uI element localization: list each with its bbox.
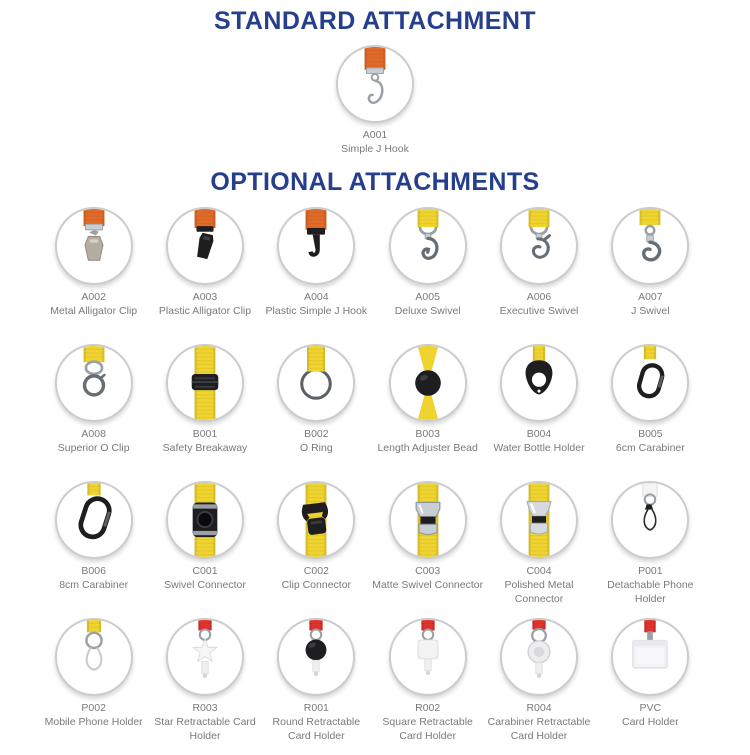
clip-connector-icon: [279, 483, 353, 557]
attachment-item: [336, 45, 414, 157]
attachment-photo: [55, 481, 133, 559]
attachment-item: [595, 481, 706, 618]
attachment-code: R004: [526, 702, 552, 715]
attachment-photo: [611, 481, 689, 559]
attachment-photo: [55, 344, 133, 422]
detachable-phone-holder-icon: [613, 483, 687, 557]
optional-section-title: OPTIONAL ATTACHMENTS: [210, 168, 540, 197]
attachment-item: [261, 344, 372, 481]
attachment-photo: [277, 207, 355, 285]
standard-attachment-area: [0, 45, 750, 157]
attachment-name: Metal Alligator Clip: [50, 305, 138, 318]
pvc-card-holder-icon: [613, 620, 687, 694]
attachment-code: A005: [415, 291, 440, 304]
water-bottle-holder-icon: [502, 346, 576, 420]
attachment-name: 8cm Carabiner: [59, 579, 129, 592]
optional-attachments-grid: [38, 207, 706, 755]
attachment-photo: [277, 618, 355, 696]
swivel-connector-icon: [168, 483, 242, 557]
attachment-photo: [500, 344, 578, 422]
plastic-j-hook-icon: [279, 209, 353, 283]
attachment-item: [483, 207, 594, 344]
attachment-photo: [389, 344, 467, 422]
attachment-photo: [277, 344, 355, 422]
attachment-code: A008: [81, 428, 106, 441]
carabiner-retractor-icon: [502, 620, 576, 694]
attachment-item: [261, 481, 372, 618]
attachment-item: [38, 344, 149, 481]
attachment-photo: [389, 207, 467, 285]
deluxe-swivel-icon: [391, 209, 465, 283]
attachment-code: R003: [192, 702, 218, 715]
attachment-code: C001: [192, 565, 218, 578]
superior-o-clip-icon: [57, 346, 131, 420]
attachment-code: A006: [526, 291, 552, 304]
j-swivel-icon: [613, 209, 687, 283]
attachment-name: Round Retractable Card Holder: [272, 716, 361, 742]
polished-metal-connector-icon: [502, 483, 576, 557]
attachment-name: Plastic Alligator Clip: [158, 305, 252, 318]
plastic-alligator-clip-icon: [168, 209, 242, 283]
attachment-code: A003: [192, 291, 218, 304]
attachment-code: B004: [526, 428, 552, 441]
attachment-item: [595, 618, 706, 755]
attachment-item: [38, 207, 149, 344]
attachment-name: J Swivel: [631, 305, 670, 318]
attachment-name: Matte Swivel Connector: [372, 579, 484, 592]
attachment-name: 6cm Carabiner: [615, 442, 685, 455]
attachment-name: Clip Connector: [281, 579, 352, 592]
attachment-code: B006: [81, 565, 106, 578]
square-retractor-icon: [391, 620, 465, 694]
attachment-name: Star Retractable Card Holder: [154, 716, 256, 742]
attachment-code: R002: [415, 702, 441, 715]
attachment-item: [483, 618, 594, 755]
matte-swivel-connector-icon: [391, 483, 465, 557]
attachment-code: PVC: [639, 702, 662, 715]
standard-section-title: STANDARD ATTACHMENT: [214, 7, 536, 35]
attachment-photo: [166, 207, 244, 285]
attachment-name: Polished Metal Connector: [504, 579, 574, 605]
attachment-photo: [389, 618, 467, 696]
attachment-item: [483, 481, 594, 618]
attachment-item: [595, 207, 706, 344]
attachment-item: [38, 481, 149, 618]
simple-j-hook-icon: [338, 47, 412, 121]
executive-swivel-icon: [502, 209, 576, 283]
attachment-name: Length Adjuster Bead: [377, 442, 478, 455]
attachment-item: [372, 207, 483, 344]
attachment-item: [483, 344, 594, 481]
attachment-name: Detachable Phone Holder: [607, 579, 694, 605]
attachment-item: [372, 481, 483, 618]
attachment-name: Swivel Connector: [164, 579, 246, 592]
attachment-photo: [611, 618, 689, 696]
attachment-photo: [55, 618, 133, 696]
attachment-item: [38, 618, 149, 755]
o-ring-icon: [279, 346, 353, 420]
attachment-item: [149, 344, 260, 481]
attachment-item: [372, 618, 483, 755]
attachment-name: Superior O Clip: [57, 442, 130, 455]
attachment-item: [595, 344, 706, 481]
attachment-code: P001: [638, 565, 663, 578]
attachment-name: Square Retractable Card Holder: [382, 716, 473, 742]
attachment-photo: [166, 344, 244, 422]
attachment-item: [261, 207, 372, 344]
attachment-photo: [166, 481, 244, 559]
attachment-code: C004: [526, 565, 552, 578]
attachment-photo: [277, 481, 355, 559]
carabiner-large-icon: [57, 483, 131, 557]
attachment-code: A004: [304, 291, 329, 304]
attachment-photo: [389, 481, 467, 559]
attachment-name: Carabiner Retractable Card Holder: [487, 716, 591, 742]
standard-attachment-slot: [336, 45, 414, 157]
attachment-item: [149, 618, 260, 755]
attachment-photo: [166, 618, 244, 696]
attachment-code: A007: [638, 291, 663, 304]
attachment-name: Card Holder: [622, 716, 679, 729]
attachment-code: C003: [415, 565, 441, 578]
attachment-code: A002: [81, 291, 106, 304]
attachment-name: Executive Swivel: [499, 305, 579, 318]
attachment-photo: [611, 207, 689, 285]
attachment-code: C002: [303, 565, 329, 578]
attachment-code: A001: [362, 128, 388, 141]
attachment-photo: [336, 45, 414, 123]
attachment-photo: [500, 481, 578, 559]
attachment-photo: [611, 344, 689, 422]
attachment-photo: [55, 207, 133, 285]
attachment-code: R001: [303, 702, 329, 715]
attachment-name: Simple J Hook: [341, 142, 409, 155]
attachment-code: B003: [415, 428, 440, 441]
attachment-name: Plastic Simple J Hook: [265, 305, 368, 318]
attachment-name: Safety Breakaway: [162, 442, 248, 455]
attachment-item: [149, 481, 260, 618]
attachment-item: [261, 618, 372, 755]
attachment-photo: [500, 207, 578, 285]
attachment-code: P002: [81, 702, 106, 715]
metal-alligator-clip-icon: [57, 209, 131, 283]
mobile-phone-holder-icon: [57, 620, 131, 694]
attachment-code: B002: [304, 428, 329, 441]
attachment-name: Water Bottle Holder: [493, 442, 585, 455]
attachment-photo: [500, 618, 578, 696]
carabiner-small-icon: [613, 346, 687, 420]
attachment-item: [149, 207, 260, 344]
attachment-name: O Ring: [299, 442, 333, 455]
length-adjuster-bead-icon: [391, 346, 465, 420]
attachment-code: B001: [192, 428, 218, 441]
star-retractor-icon: [168, 620, 242, 694]
attachment-item: [372, 344, 483, 481]
round-retractor-icon: [279, 620, 353, 694]
attachment-code: B005: [638, 428, 663, 441]
attachment-name: Mobile Phone Holder: [44, 716, 143, 729]
attachment-name: Deluxe Swivel: [394, 305, 461, 318]
safety-breakaway-icon: [168, 346, 242, 420]
